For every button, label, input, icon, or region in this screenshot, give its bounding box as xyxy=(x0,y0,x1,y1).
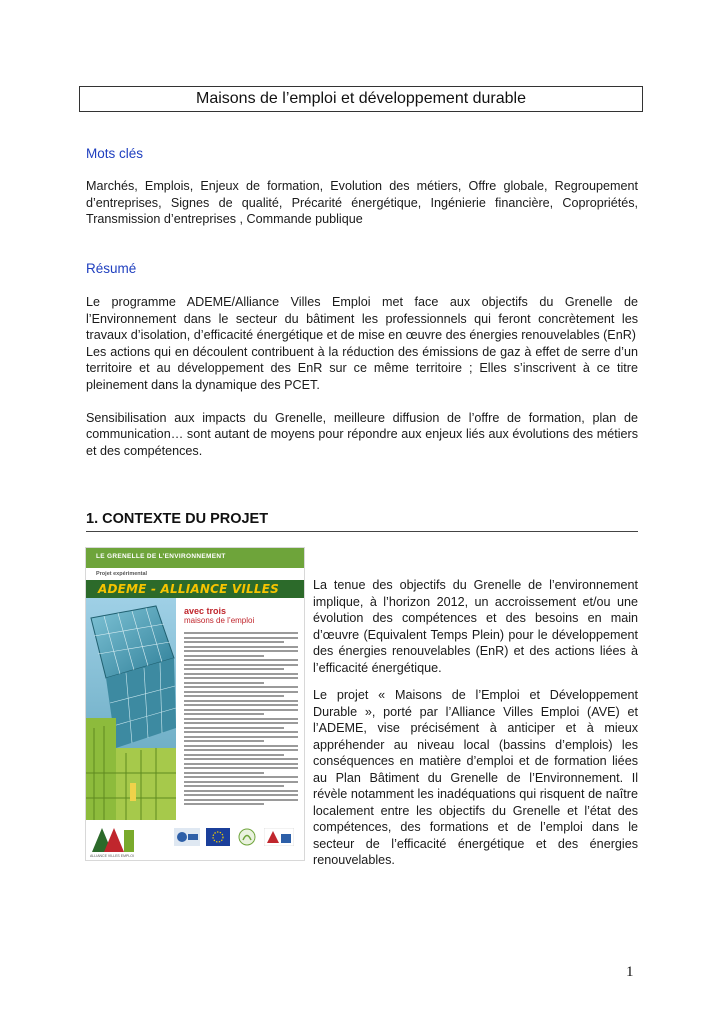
brochure-banner-text: ADEME - ALLIANCE VILLES xyxy=(98,582,279,596)
brochure-image xyxy=(86,548,304,860)
section-1-paragraph-2: Le projet « Maisons de l’Emploi et Développement Durable », porté par l’Alliance Villes Emploi (AVE) et l’ADEME, vise précisément à anticiper et à mieux appréhender au niveau local (bassins d’emplois) les conséquences en matière d’emploi et de formation liées au Plan Bâtiment du Grenelle de l’Environnement. Il révèle notamment les inadéquations qui risquent de naître localement entre les objectifs du Grenelle et l’état des compétences, des formations et de l’emploi dans le secteur de l’efficacité énergétique et des énergies renouvelables. xyxy=(313,688,638,867)
keywords-text xyxy=(86,178,638,228)
keywords-paragraph: Marchés, Emplois, Enjeux de formation, Evolution des métiers, Offre globale, Regroupement d’entreprises, Signes de qualité, Précarité énergétique, Ingénierie financière, Copropriétés, Transmission d’entreprises , Commande publique xyxy=(86,179,638,226)
page-number: 1 xyxy=(626,964,634,980)
summary-text xyxy=(86,294,638,459)
summary-paragraph-1: Le programme ADEME/Alliance Villes Emploi met face aux objectifs du Grenelle de l’Environnement dans le secteur du bâtiment les professionnels qui feront concrètement les travaux d’isolation, d’efficacité énergétique et de mise en œuvre des énergies renouvelables (EnR) xyxy=(86,295,638,342)
partner-logo-1 xyxy=(174,828,200,846)
brochure-body-text xyxy=(184,632,298,808)
summary-heading: Résumé xyxy=(86,261,137,276)
section-1-paragraph-1: La tenue des objectifs du Grenelle de l’environnement implique, à l’horizon 2012, un accroissement et/ou une évolution des compétences et des besoins en main d’œuvre (Equivalent Temps Plein) pour le développement des énergies renouvelables (EnR) et des actions liées à l’efficacité énergétique. xyxy=(313,578,638,675)
partner-logo-2 xyxy=(238,828,256,846)
ave-logo-label: ALLIANCE VILLES EMPLOI xyxy=(90,854,134,858)
ave-logo xyxy=(90,824,136,854)
brochure-subtitle: Projet expérimental xyxy=(96,571,148,577)
keywords-heading: Mots clés xyxy=(86,146,144,161)
section-1-text xyxy=(313,577,638,869)
building-photo xyxy=(86,598,176,820)
ademe-logo xyxy=(264,828,294,846)
summary-paragraph-3: Sensibilisation aux impacts du Grenelle, meilleure diffusion de l’offre de formation, plan de communication… sont autant de moyens pour répondre aux enjeux liés aux évolutions des métiers et des compétences. xyxy=(86,410,638,458)
section-1-heading: 1. CONTEXTE DU PROJET xyxy=(86,511,638,532)
summary-paragraph-2: Les actions qui en découlent contribuent à la réduction des émissions de gaz à effet de serre d’un territoire et au développement des EnR sur ce même territoire ; Elles s’inscrivent à ce titre pleinement dans la dynamique des PCET. xyxy=(86,344,638,392)
brochure-right-title-sub: maisons de l’emploi xyxy=(184,616,255,625)
brochure-logos xyxy=(86,820,304,860)
brochure-right-title-main: avec trois xyxy=(184,606,227,616)
eu-flag-icon xyxy=(206,828,230,846)
brochure-right-title xyxy=(184,606,299,626)
brochure-band-text: LE GRENELLE DE L’ENVIRONNEMENT xyxy=(96,553,226,560)
document-title: Maisons de l’emploi et développement durable xyxy=(79,86,643,112)
